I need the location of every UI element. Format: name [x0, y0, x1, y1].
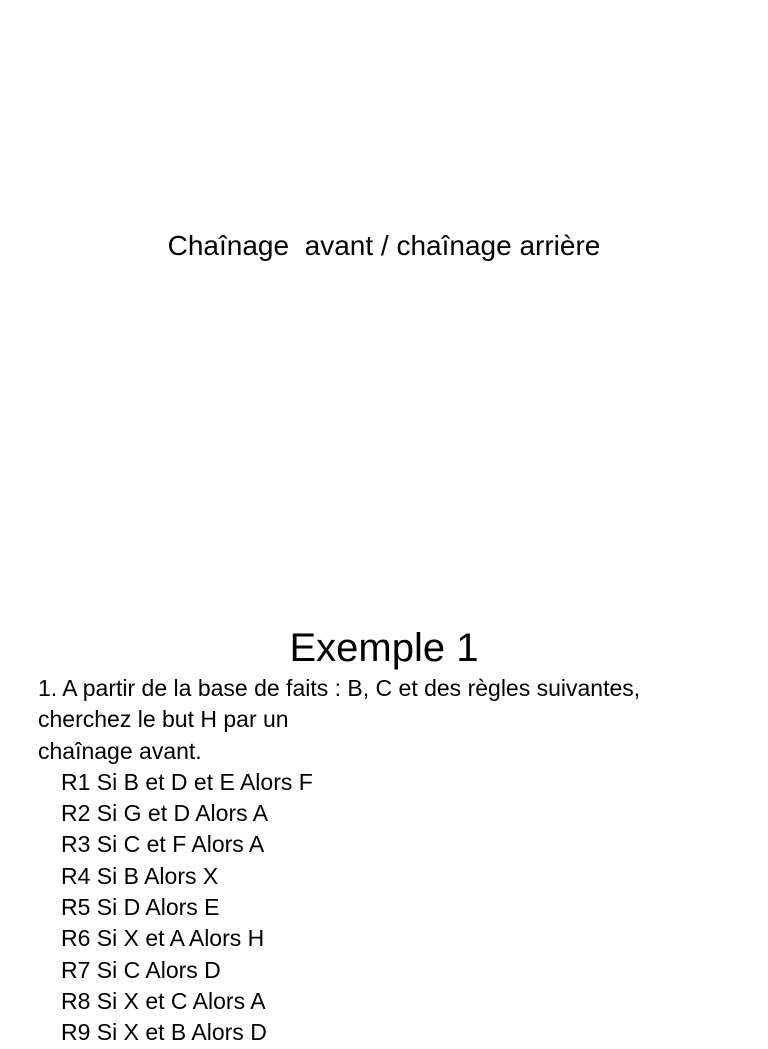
exercise-intro-line: 1. A partir de la base de faits : B, C et des règles suivantes, — [38, 675, 641, 701]
rule-item: R9 Si X et B Alors D — [61, 1019, 267, 1046]
slide-title-exemple: Exemple 1 — [289, 626, 479, 670]
rule-item: R3 Si C et F Alors A — [61, 831, 265, 858]
rule-item: R7 Si C Alors D — [61, 956, 221, 983]
rule-item: R6 Si X et A Alors H — [61, 925, 265, 952]
rule-item: R1 Si B et D et E Alors F — [61, 768, 313, 795]
rule-item: R4 Si B Alors X — [61, 862, 219, 889]
slide-title-chainage: Chaînage avant / chaînage arrière — [167, 230, 601, 261]
exercise-intro-line: cherchez le but H par un — [38, 706, 289, 733]
rule-list — [38, 767, 738, 1049]
exercise-intro-line: chaînage avant. — [38, 737, 202, 764]
exercise-body — [38, 673, 738, 1049]
rule-item: R2 Si G et D Alors A — [61, 800, 269, 827]
rule-item: R5 Si D Alors E — [61, 894, 220, 921]
rule-item: R8 Si X et C Alors A — [61, 987, 266, 1014]
